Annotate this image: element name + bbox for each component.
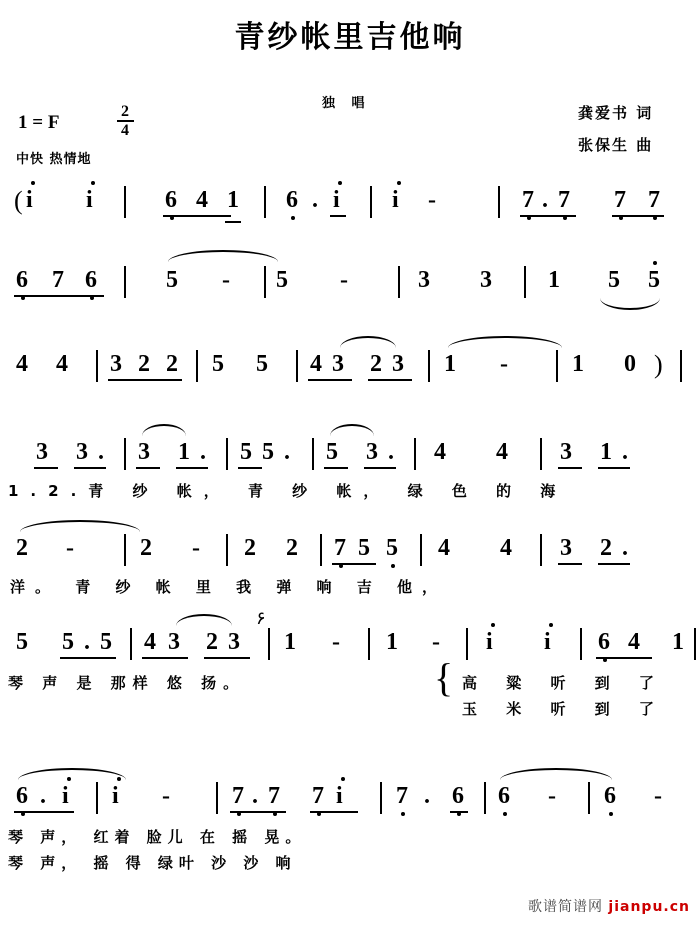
note: 4	[496, 439, 508, 465]
beam-underline	[598, 467, 630, 469]
watermark-text: 歌谱简谱网	[527, 899, 603, 915]
note: i	[62, 783, 69, 809]
lyric-line: 洋。 青 纱 帐 里 我 弹 响 吉 他，	[10, 578, 448, 596]
breath-mark: ۶	[256, 608, 266, 628]
note: 5	[166, 267, 178, 293]
barline	[498, 186, 500, 218]
beam-underline	[558, 563, 582, 565]
note: i	[112, 783, 119, 809]
barline	[124, 534, 126, 566]
note: 6	[16, 783, 28, 809]
note: 5	[240, 439, 252, 465]
barline	[320, 534, 322, 566]
beam-underline	[108, 379, 182, 381]
note: 2	[370, 351, 382, 377]
octave-dot-below	[291, 216, 295, 220]
duration-dash: -	[66, 535, 74, 561]
octave-dot-above	[117, 777, 121, 781]
note: 6	[452, 783, 464, 809]
barline	[96, 782, 98, 814]
barline	[216, 782, 218, 814]
augmentation-dot: .	[542, 187, 548, 213]
duration-dash: -	[340, 267, 348, 293]
duration-dash: -	[432, 629, 440, 655]
note: 2	[286, 535, 298, 561]
lyric-line: 1.2.青 纱 帐， 青 纱 帐， 绿 色 的 海	[8, 482, 568, 500]
note: 1	[284, 629, 296, 655]
beam-underline	[558, 467, 582, 469]
beam-underline	[14, 811, 74, 813]
note: 2	[166, 351, 178, 377]
note: 1	[444, 351, 456, 377]
music-system-4	[0, 440, 700, 500]
note: 5	[62, 629, 74, 655]
lyric-bracket-top: 高 粱 听 到 了	[462, 674, 666, 692]
augmentation-dot: .	[284, 439, 290, 465]
note: 4	[310, 351, 322, 377]
beam-underline	[136, 467, 160, 469]
note: 7	[268, 783, 280, 809]
music-system-2	[0, 268, 700, 308]
lyric-bracket-bottom: 玉 米 听 到 了	[462, 700, 666, 718]
beam-underline	[238, 467, 262, 469]
note: 5	[16, 629, 28, 655]
note: 7	[52, 267, 64, 293]
note: 5	[262, 439, 274, 465]
note: i	[486, 629, 493, 655]
music-system-3	[0, 352, 700, 392]
note: 5	[212, 351, 224, 377]
barline	[312, 438, 314, 470]
barline	[466, 628, 468, 660]
beam-underline	[14, 295, 104, 297]
duration-dash: -	[654, 783, 662, 809]
augmentation-dot: .	[40, 783, 46, 809]
augmentation-dot: .	[252, 783, 258, 809]
octave-dot-above	[91, 181, 95, 185]
note: 3	[560, 535, 572, 561]
lyric-brace: {	[434, 655, 454, 700]
beam-underline	[520, 215, 576, 217]
note: 4	[438, 535, 450, 561]
note: 5	[386, 535, 398, 561]
lyric-line-1: 琴 声， 红着 脸儿 在 摇 晃。	[8, 828, 307, 846]
beam-underline	[225, 221, 241, 223]
music-system-6	[0, 608, 700, 720]
barline	[196, 350, 198, 382]
note: 1	[572, 351, 584, 377]
beam-underline	[310, 811, 358, 813]
duration-dash: -	[192, 535, 200, 561]
octave-dot-below	[391, 564, 395, 568]
note: 6	[498, 783, 510, 809]
note: 1	[548, 267, 560, 293]
beam-underline	[332, 563, 376, 565]
composer-credit: 张保生 曲	[578, 136, 654, 154]
note: 3	[480, 267, 492, 293]
augmentation-dot: .	[312, 187, 318, 213]
barline	[680, 350, 682, 382]
tie-slur	[20, 520, 140, 532]
beam-underline	[450, 811, 468, 813]
barline	[264, 266, 266, 298]
beam-underline	[163, 215, 231, 217]
octave-dot-below	[401, 812, 405, 816]
watermark	[528, 896, 690, 916]
duration-dash: -	[548, 783, 556, 809]
note: 3	[560, 439, 572, 465]
octave-dot-above	[653, 261, 657, 265]
beam-underline	[204, 657, 250, 659]
lyricist-credit: 龚爱书 词	[578, 104, 654, 122]
octave-dot-above	[341, 777, 345, 781]
note: 5	[326, 439, 338, 465]
barline	[368, 628, 370, 660]
tie-slur	[18, 768, 126, 780]
augmentation-dot: .	[622, 535, 628, 561]
time-signature	[112, 104, 138, 138]
octave-dot-above	[31, 181, 35, 185]
note: 1	[227, 187, 239, 213]
augmentation-dot: .	[388, 439, 394, 465]
note: 6	[16, 267, 28, 293]
note: 2	[244, 535, 256, 561]
beam-underline	[176, 467, 208, 469]
barline	[398, 266, 400, 298]
barline	[414, 438, 416, 470]
barline	[580, 628, 582, 660]
barline	[484, 782, 486, 814]
barline	[124, 438, 126, 470]
tie-slur	[500, 768, 612, 780]
note: 6	[286, 187, 298, 213]
note: 7	[614, 187, 626, 213]
augmentation-dot: .	[424, 783, 430, 809]
barline	[420, 534, 422, 566]
note: 7	[522, 187, 534, 213]
note: 6	[604, 783, 616, 809]
beam-underline	[324, 467, 348, 469]
note: 7	[648, 187, 660, 213]
note: 1	[672, 629, 684, 655]
note: 3	[36, 439, 48, 465]
note: 2	[138, 351, 150, 377]
note: 1	[178, 439, 190, 465]
note: 6	[165, 187, 177, 213]
note: 7	[232, 783, 244, 809]
note: 7	[558, 187, 570, 213]
note: 1	[600, 439, 612, 465]
beam-underline	[74, 467, 106, 469]
barline	[124, 266, 126, 298]
octave-dot-above	[338, 181, 342, 185]
meter-numerator: 2	[121, 103, 129, 120]
tie-slur	[448, 336, 562, 348]
tie-slur	[340, 336, 396, 348]
open-paren: (	[14, 186, 23, 215]
augmentation-dot: .	[84, 629, 90, 655]
note: i	[544, 629, 551, 655]
note: 1	[386, 629, 398, 655]
note: 5	[276, 267, 288, 293]
page-title: 青纱帐里吉他响	[234, 20, 466, 55]
note: 3	[76, 439, 88, 465]
augmentation-dot: .	[622, 439, 628, 465]
barline	[264, 186, 266, 218]
note: 3	[110, 351, 122, 377]
note: i	[336, 783, 343, 809]
note: 4	[628, 629, 640, 655]
tie-slur	[176, 614, 232, 626]
barline	[268, 628, 270, 660]
beam-underline	[368, 379, 412, 381]
note: i	[86, 187, 93, 213]
meter-denominator: 4	[121, 122, 129, 139]
octave-dot-above	[549, 623, 553, 627]
beam-underline	[34, 467, 58, 469]
note: 3	[332, 351, 344, 377]
beam-underline	[596, 657, 652, 659]
barline	[226, 534, 228, 566]
octave-dot-below	[609, 812, 613, 816]
barline	[588, 782, 590, 814]
note: 3	[392, 351, 404, 377]
music-system-1	[0, 188, 700, 228]
note: 2	[16, 535, 28, 561]
note: 5	[100, 629, 112, 655]
beam-underline	[142, 657, 188, 659]
beam-underline	[364, 467, 396, 469]
octave-dot-above	[397, 181, 401, 185]
barline	[296, 350, 298, 382]
barline	[540, 438, 542, 470]
note: 7	[396, 783, 408, 809]
tie-slur	[330, 424, 374, 436]
note: i	[26, 187, 33, 213]
barline	[130, 628, 132, 660]
note: 2	[206, 629, 218, 655]
tempo-mark: 中快 热情地	[16, 152, 92, 167]
note: 5	[608, 267, 620, 293]
beam-underline	[598, 563, 630, 565]
note: 3	[366, 439, 378, 465]
octave-dot-below	[503, 812, 507, 816]
barline	[524, 266, 526, 298]
performance-mark: 独 唱	[322, 96, 371, 111]
augmentation-dot: .	[98, 439, 104, 465]
barline	[540, 534, 542, 566]
barline	[694, 628, 696, 660]
duration-dash: -	[332, 629, 340, 655]
key-signature: 1 = F	[18, 112, 60, 133]
note: 4	[16, 351, 28, 377]
note: 4	[144, 629, 156, 655]
tie-slur	[168, 250, 278, 262]
note: 7	[334, 535, 346, 561]
note: i	[392, 187, 399, 213]
note: 6	[598, 629, 610, 655]
beam-underline	[330, 215, 346, 217]
duration-dash: -	[428, 187, 436, 213]
beam-underline	[612, 215, 664, 217]
beam-underline	[60, 657, 116, 659]
note: 7	[312, 783, 324, 809]
lyric-line-main: 琴 声 是 那样 悠 扬。	[8, 674, 246, 692]
note: 6	[85, 267, 97, 293]
note: i	[333, 187, 340, 213]
note: 4	[56, 351, 68, 377]
note: 2	[600, 535, 612, 561]
beam-underline	[230, 811, 286, 813]
duration-dash: -	[500, 351, 508, 377]
note: 3	[228, 629, 240, 655]
duration-dash: -	[162, 783, 170, 809]
close-paren: )	[654, 350, 663, 379]
note: 5	[648, 267, 660, 293]
octave-dot-above	[491, 623, 495, 627]
barline	[96, 350, 98, 382]
barline	[124, 186, 126, 218]
lyric-line-2: 琴 声， 摇 得 绿叶 沙 沙 响	[8, 854, 297, 872]
note: 4	[196, 187, 208, 213]
barline	[370, 186, 372, 218]
note: 4	[434, 439, 446, 465]
note: 4	[500, 535, 512, 561]
note: 5	[358, 535, 370, 561]
beam-underline	[308, 379, 352, 381]
note: 0	[624, 351, 636, 377]
note: 3	[138, 439, 150, 465]
barline	[226, 438, 228, 470]
note: 3	[168, 629, 180, 655]
augmentation-dot: .	[200, 439, 206, 465]
duration-dash: -	[222, 267, 230, 293]
music-system-5	[0, 536, 700, 596]
tie-slur	[600, 298, 660, 310]
music-system-7	[0, 784, 700, 874]
note: 3	[418, 267, 430, 293]
barline	[380, 782, 382, 814]
note: 2	[140, 535, 152, 561]
barline	[428, 350, 430, 382]
tie-slur	[142, 424, 186, 436]
barline	[556, 350, 558, 382]
watermark-site: jianpu.cn	[608, 899, 690, 915]
note: 5	[256, 351, 268, 377]
